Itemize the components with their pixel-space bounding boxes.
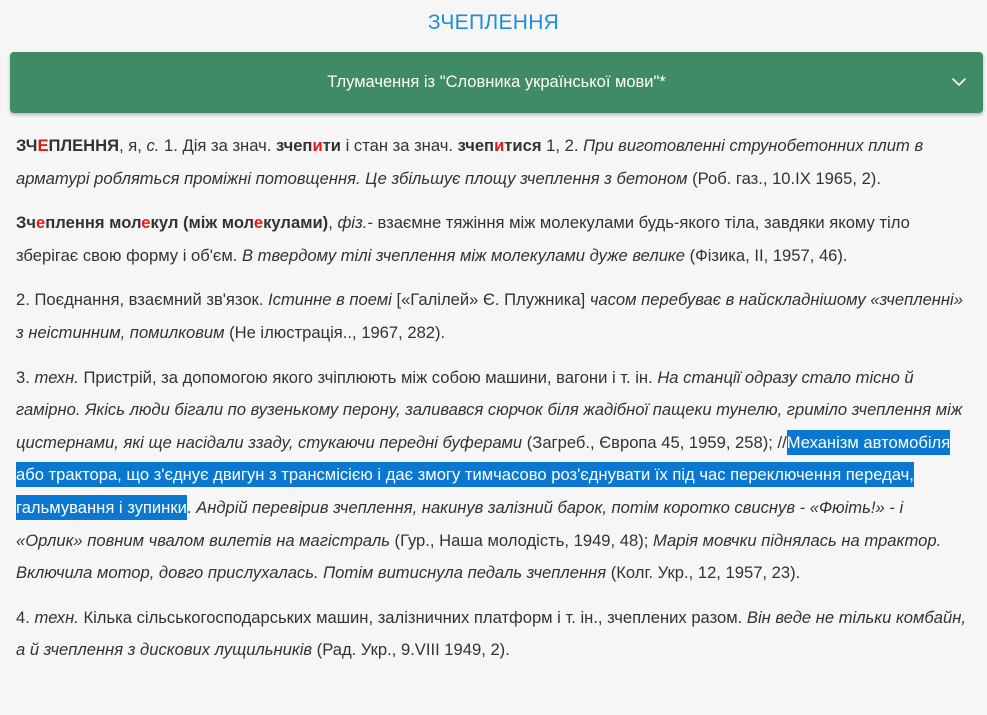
- domain-label: техн.: [34, 607, 79, 627]
- chevron-down-icon: [951, 74, 967, 90]
- page-title: ЗЧЕПЛЕННЯ: [427, 11, 560, 34]
- selected-text[interactable]: Механізм автомобіля або трактора, що з'єднує двигун з трансмісією і дає змогу тимчасово роз'єднувати їх під час переключення передач, гальмування і зупинки: [16, 430, 950, 520]
- definition-paragraph-5: 4. техн. Кілька сільськогосподарських машин, залізничних платформ і т. ін., зчеплених разом. Він веде не тільки комбайн, а й зчеплення з дискових лущильників (Рад. Укр., 9.VIII 1949, 2).: [16, 607, 966, 660]
- citation: (Не ілюстрація.., 1967, 282).: [224, 322, 446, 342]
- definition-paragraph-1: ЗЧЕПЛЕННЯ, я, с. 1. Дія за знач. зчепити і стан за знач. зчепитися 1, 2. При виготовленні струнобетонних плит в арматурі робляться проміжні потовщення. Це збільшує площу зчеплення з бетоном (Роб. газ., 10.IX 1965, 2).: [16, 136, 924, 188]
- domain-label: техн.: [34, 367, 79, 387]
- example-quote: В твердому тілі зчеплення між молекулами дуже велике: [242, 245, 685, 265]
- citation: (Рад. Укр., 9.VIII 1949, 2).: [312, 640, 510, 660]
- phrase-headword: Зчеплення молекул (між молекулами): [16, 213, 329, 233]
- definition-content: [16, 130, 974, 679]
- ref-word: зчепитися: [457, 136, 542, 155]
- domain-label: фіз.-: [337, 213, 373, 233]
- citation: (Загреб., Європа 45, 1959, 258); //: [522, 432, 787, 452]
- example-quote: На станції одразу стало тісно й гамірно. Якісь люди бігали по вузенькому перону, заливався сюрчок біля жадібної пащеки тунелю, гриміло зчеплення між цистернами, які ще насідали ззаду, стукаючи передні буферами: [16, 367, 963, 452]
- grammar-label: с.: [146, 136, 160, 155]
- example-quote: Андрій перевірив зчеплення, накинув залізний барок, потім коротко свиснув - «Фюіть!» - і «Орлик» повним чвалом вилетів на магістраль: [16, 497, 904, 550]
- ref-word: зчепити: [275, 136, 341, 155]
- definition-panel-toggle[interactable]: [10, 52, 983, 113]
- example-quote: Істинне в поемі: [268, 290, 392, 310]
- headword: ЗЧЕПЛЕННЯ: [16, 136, 120, 155]
- example-quote: часом перебуває в найскладнішому «зчепленні» з неістинним, помилковим: [16, 290, 963, 342]
- definition-paragraph-2: Зчеплення молекул (між молекулами), фіз.- взаємне тяжіння між молекулами будь-якого тіла, завдяки якому тіло зберігає свою форму і об'єм. В твердому тілі зчеплення між молекулами дуже велике (Фізика, II, 1957, 46).: [16, 213, 910, 265]
- definition-paragraph-3: 2. Поєднання, взаємний зв'язок. Істинне в поемі [«Галілей» Є. Плужника] часом перебуває в найскладнішому «зчепленні» з неістинним, помилковим (Не ілюстрація.., 1967, 282).: [16, 290, 963, 342]
- citation: (Гур., Наша молодість, 1949, 48);: [389, 530, 653, 550]
- example-quote: Марія мовчки піднялась на трактор. Включила мотор, довго прислухалась. Потім витиснула педаль зчеплення: [16, 530, 942, 583]
- citation: (Фізика, II, 1957, 46).: [684, 245, 848, 265]
- citation: (Колг. Укр., 12, 1957, 23).: [606, 563, 801, 583]
- example-quote: Він веде не тільки комбайн, а й зчеплення з дискових лущильників: [16, 607, 966, 660]
- panel-header-label: Тлумачення із "Словника української мови"*: [327, 73, 666, 91]
- stress-letter: Е: [37, 136, 49, 155]
- definition-paragraph-4: 3. техн. Пристрій, за допомогою якого зчіплюють між собою машини, вагони і т. ін. На станції одразу стало тісно й гамірно. Якісь люди бігали по вузенькому перону, заливався сюрчок біля жадібної пащеки тунелю, гриміло зчеплення між цистернами, які ще насідали ззаду, стукаючи передні буферами (Загреб., Європа 45, 1959, 258); //Механізм автомобіля або трактора, що з'єднує двигун з трансмісією і дає змогу тимчасово роз'єднувати їх під час переключення передач, гальмування і зупинки. Андрій перевірив зчеплення, накинув залізний барок, потім коротко свиснув - «Фюіть!» - і «Орлик» повним чвалом вилетів на магістраль (Гур., Наша молодість, 1949, 48); Марія мовчки піднялась на трактор. Включила мотор, довго прислухалась. Потім витиснула педаль зчеплення (Колг. Укр., 12, 1957, 23).: [16, 367, 963, 583]
- citation: (Роб. газ., 10.IX 1965, 2).: [687, 168, 881, 188]
- example-quote: При виготовленні струнобетонних плит в арматурі робляться проміжні потовщення. Це збільшує площу зчеплення з бетоном: [16, 136, 924, 188]
